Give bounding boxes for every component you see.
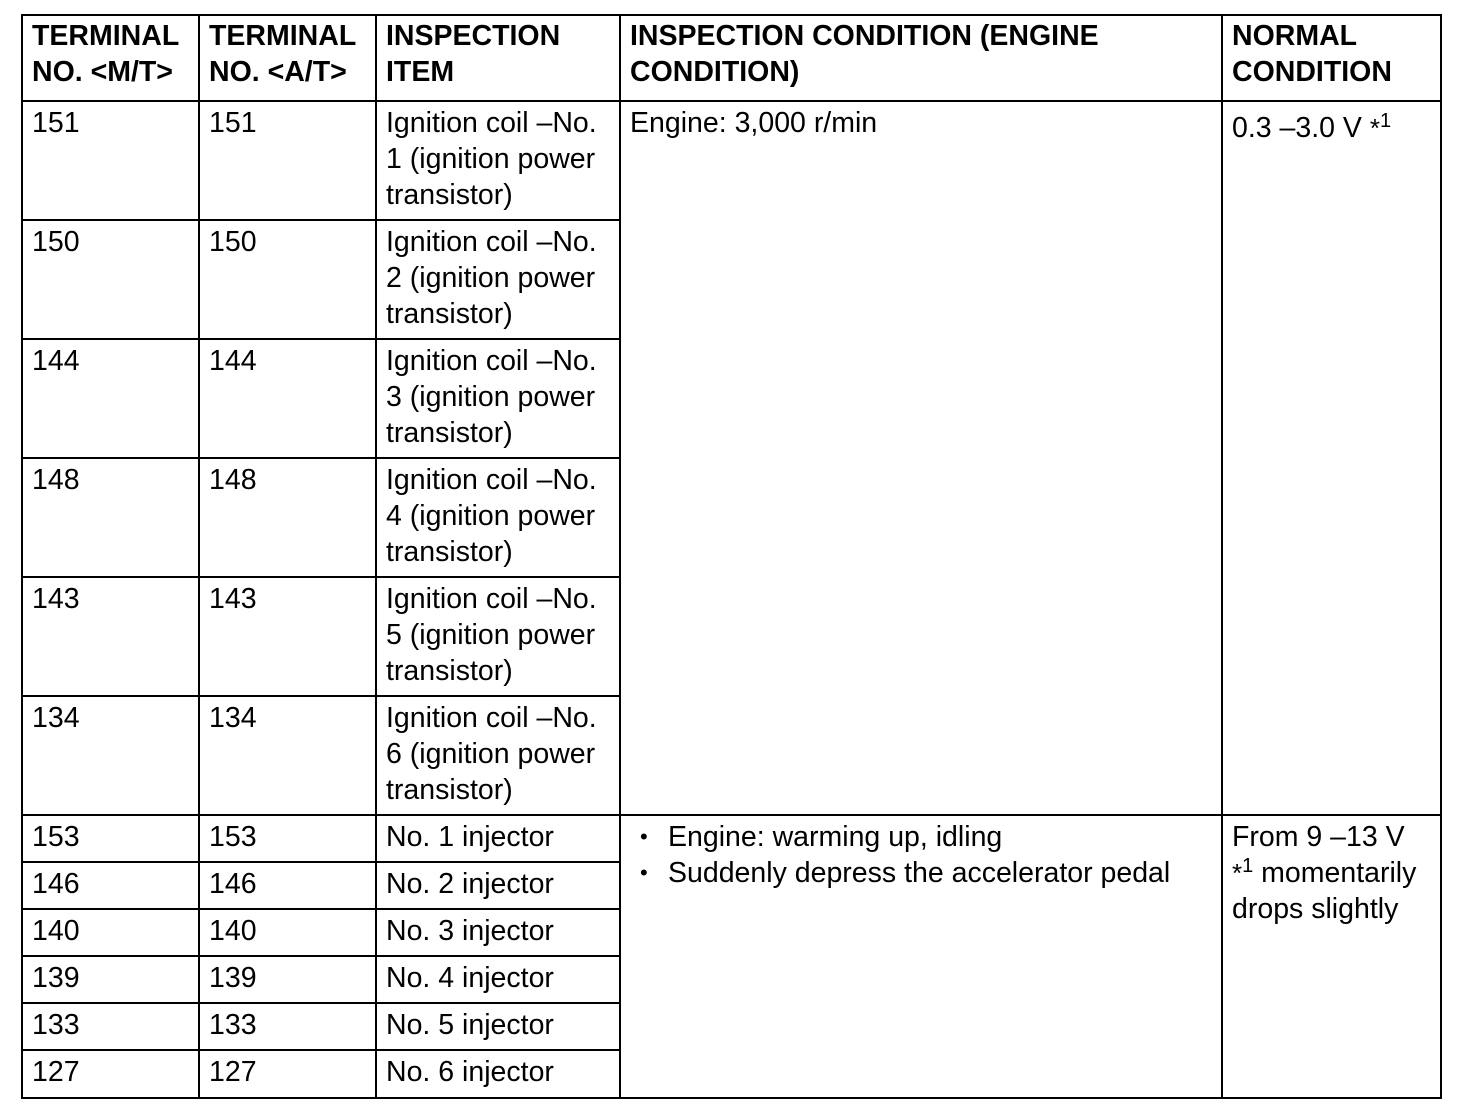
list-item: • Engine: warming up, idling — [640, 821, 1003, 853]
inspection-item-cell: No. 2 injector — [376, 862, 620, 909]
inspection-item-cell: Ignition coil –No. 6 (ignition power transistor) — [376, 696, 620, 815]
terminal-mt-cell: 153 — [22, 815, 199, 862]
terminal-at-cell: 146 — [199, 862, 376, 909]
inspection-item-cell: No. 6 injector — [376, 1050, 620, 1098]
bullet-icon: • — [640, 824, 648, 849]
inspection-item-cell: No. 3 injector — [376, 909, 620, 956]
terminal-mt-cell: 139 — [22, 956, 199, 1003]
terminal-mt-cell: 143 — [22, 577, 199, 696]
terminal-at-cell: 134 — [199, 696, 376, 815]
bullet-icon: • — [640, 860, 648, 885]
terminal-mt-cell: 140 — [22, 909, 199, 956]
terminal-mt-cell: 133 — [22, 1003, 199, 1050]
inspection-item-cell: Ignition coil –No. 1 (ignition power transistor) — [376, 101, 620, 220]
ignition-condition-cell: Engine: 3,000 r/min — [620, 101, 1222, 815]
terminal-mt-cell: 150 — [22, 220, 199, 339]
terminal-at-cell: 143 — [199, 577, 376, 696]
inspection-item-cell: Ignition coil –No. 5 (ignition power transistor) — [376, 577, 620, 696]
table-row — [22, 101, 1441, 220]
terminal-at-cell: 127 — [199, 1050, 376, 1098]
list-item: • Suddenly depress the accelerator pedal — [640, 857, 1171, 889]
ignition-normal-cell: 0.3 –3.0 V *$^1$ — [1222, 101, 1441, 815]
terminal-at-cell: 151 — [199, 101, 376, 220]
injector-normal-cell: From 9 –13 V *$^1$ momentarily drops slightly — [1222, 815, 1441, 1098]
terminal-at-cell: 133 — [199, 1003, 376, 1050]
inspection-item-cell: No. 5 injector — [376, 1003, 620, 1050]
inspection-item-cell: No. 4 injector — [376, 956, 620, 1003]
terminal-mt-cell: 151 — [22, 101, 199, 220]
condition-list — [630, 819, 1212, 891]
header-terminal-at: TERMINAL NO. <A/T> — [199, 15, 376, 101]
inspection-item-cell: Ignition coil –No. 4 (ignition power transistor) — [376, 458, 620, 577]
injector-condition-cell — [620, 815, 1222, 1098]
terminal-mt-cell: 144 — [22, 339, 199, 458]
header-inspection-condition: INSPECTION CONDITION (ENGINE CONDITION) — [620, 15, 1222, 101]
inspection-item-cell: No. 1 injector — [376, 815, 620, 862]
terminal-at-cell: 150 — [199, 220, 376, 339]
terminal-at-cell: 153 — [199, 815, 376, 862]
terminal-at-cell: 140 — [199, 909, 376, 956]
terminal-at-cell: 139 — [199, 956, 376, 1003]
header-inspection-item: INSPECTION ITEM — [376, 15, 620, 101]
inspection-item-cell: Ignition coil –No. 3 (ignition power transistor) — [376, 339, 620, 458]
table-row — [22, 815, 1441, 862]
terminal-at-cell: 148 — [199, 458, 376, 577]
terminal-mt-cell: 148 — [22, 458, 199, 577]
terminal-mt-cell: 134 — [22, 696, 199, 815]
inspection-item-cell: Ignition coil –No. 2 (ignition power transistor) — [376, 220, 620, 339]
header-normal-condition: NORMAL CONDITION — [1222, 15, 1441, 101]
terminal-mt-cell: 127 — [22, 1050, 199, 1098]
inspection-table — [21, 14, 1442, 1099]
header-row — [22, 15, 1441, 101]
terminal-at-cell: 144 — [199, 339, 376, 458]
header-terminal-mt: TERMINAL NO. <M/T> — [22, 15, 199, 101]
terminal-mt-cell: 146 — [22, 862, 199, 909]
